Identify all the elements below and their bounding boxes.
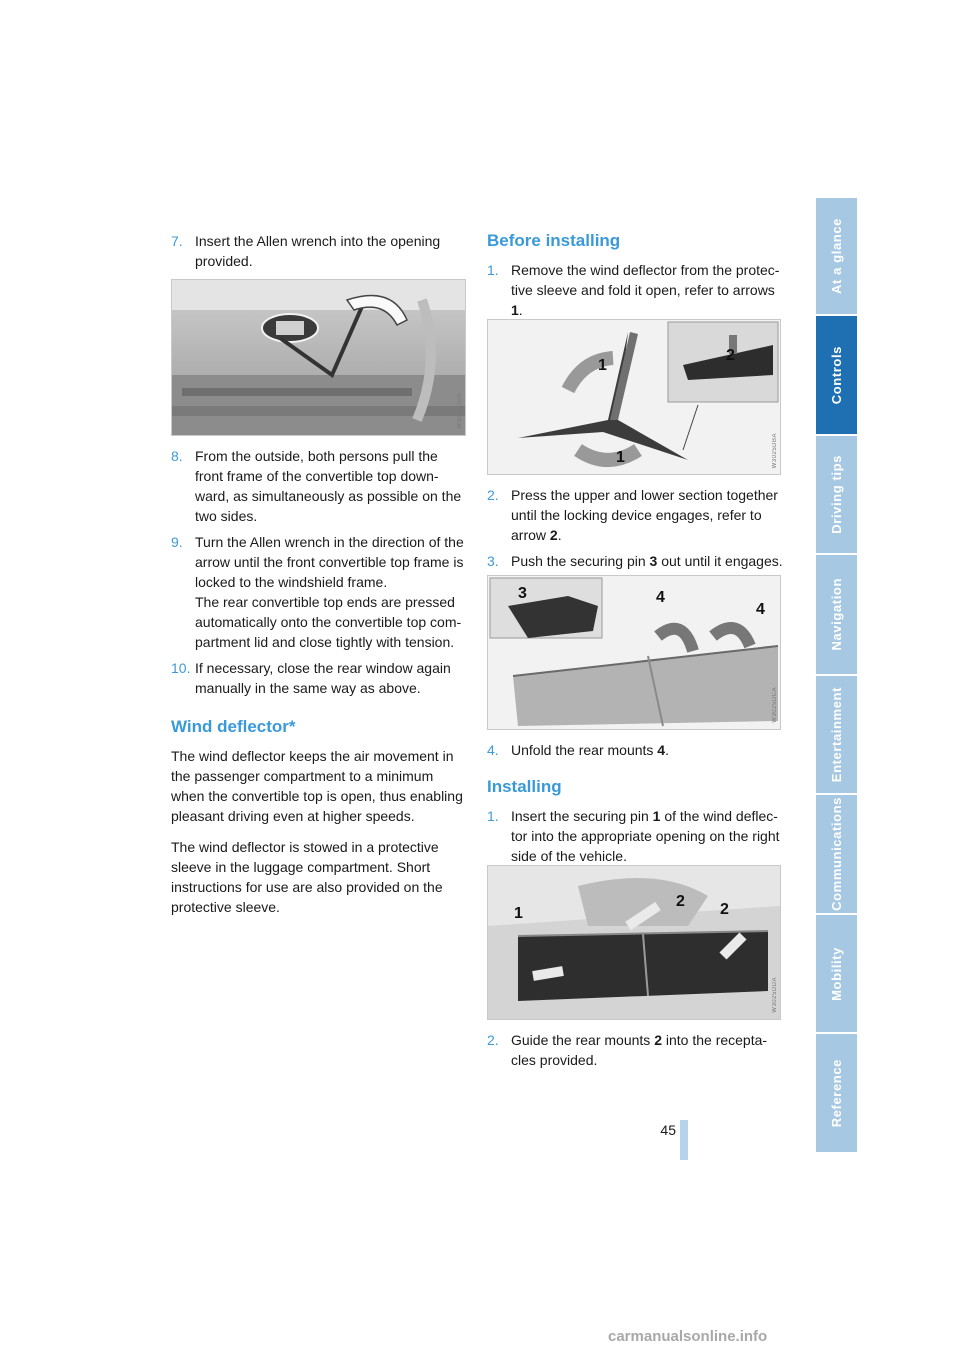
- step-8: [171, 446, 467, 526]
- figure-code: W3025DUA: [457, 393, 463, 429]
- section-tabs: [816, 198, 857, 1154]
- tab-navigation[interactable]: [816, 555, 857, 674]
- install-step-2: [487, 1030, 783, 1070]
- step-text-end: of the wind deflec-tor into the appropriate opening on the right side of the vehicle.: [511, 808, 780, 864]
- step-text-end: into the recepta-cles provided.: [511, 1032, 768, 1068]
- tab-entertainment[interactable]: [816, 676, 857, 793]
- right-column-bottom: [487, 1030, 783, 1076]
- step-9: [171, 532, 467, 652]
- step-number: 4.: [487, 742, 499, 758]
- step-text: From the outside, both persons pull the front frame of the convertible top down-ward, as simultaneously as possible on the two sides.: [195, 448, 462, 524]
- figure-securing-pin: [487, 575, 781, 730]
- figure-fold-open: [487, 319, 781, 475]
- tab-label: Driving tips: [829, 455, 844, 534]
- step-ref: 2: [549, 527, 558, 543]
- installing-illustration: [488, 866, 780, 1019]
- paragraph: The wind deflector keeps the air movement in the passenger compartment to a minimum when the convertible top is open, thus enabling pleasant driving even at higher speeds.: [171, 748, 463, 824]
- tab-reference[interactable]: [816, 1034, 857, 1152]
- step-text-end: out until it engages.: [657, 553, 783, 569]
- step-10: [171, 658, 467, 698]
- step-number: 3.: [487, 553, 499, 569]
- step-number: 1.: [487, 262, 499, 278]
- step-text: Insert the Allen wrench into the opening provided.: [195, 233, 441, 269]
- step-number: 2.: [487, 487, 499, 503]
- figure-code: W3025DBA: [772, 432, 778, 468]
- tab-label: Controls: [829, 345, 844, 405]
- step-text: Insert the securing pin: [511, 808, 653, 824]
- step-number: 1.: [487, 808, 499, 824]
- tab-label: Navigation: [829, 578, 844, 651]
- step-text: If necessary, close the rear window again manually in the same way as above.: [195, 660, 451, 696]
- page-number: 45: [660, 1122, 676, 1138]
- page-number-bar: [680, 1120, 688, 1160]
- tab-label: Reference: [829, 1058, 844, 1128]
- step-ref: 1: [652, 808, 661, 824]
- section-heading-wind-deflector: Wind deflector*: [171, 717, 296, 736]
- securing-pin-illustration: [488, 576, 780, 729]
- figure-label: 2: [726, 347, 735, 364]
- paragraph: The wind deflector is stowed in a protective sleeve in the luggage compartment. Short instructions for use are also provided on the protective sleeve.: [171, 839, 443, 915]
- right-column-lower: [487, 740, 783, 872]
- tab-communications[interactable]: [816, 795, 857, 913]
- figure-label: 2: [676, 893, 685, 910]
- figure-label: 4: [656, 589, 665, 606]
- allen-wrench-illustration: [172, 280, 465, 435]
- fold-open-illustration: [488, 320, 780, 474]
- tab-mobility[interactable]: [816, 915, 857, 1032]
- figure-label: 2: [720, 901, 729, 918]
- install-step-1: [487, 806, 783, 866]
- right-column: [487, 230, 783, 326]
- step-text: Press the upper and lower section together until the locking device engages, refer to arrow: [511, 487, 778, 543]
- tab-label: At a glance: [829, 218, 844, 294]
- section-heading-before-installing: Before installing: [487, 231, 621, 250]
- step-text: Remove the wind deflector from the protec-tive sleeve and fold it open, refer to arrows: [511, 262, 780, 298]
- step-ref: 4: [657, 742, 666, 758]
- step-text-end: .: [665, 742, 669, 758]
- step-number: 8.: [171, 448, 183, 464]
- tab-controls[interactable]: [816, 316, 857, 434]
- right-column-mid: [487, 485, 783, 577]
- tab-at-a-glance[interactable]: [816, 198, 857, 314]
- step-text-continued: The rear convertible top ends are pressed automatically onto the convertible top com-partment lid and close tightly with tension.: [195, 594, 462, 650]
- step-text: Turn the Allen wrench in the direction of the arrow until the front convertible top frame is locked to the windshield frame.: [195, 534, 464, 590]
- tab-label: Communications: [829, 797, 844, 911]
- step-ref: 2: [654, 1032, 662, 1048]
- before-step-1: [487, 260, 783, 320]
- figure-installing: [487, 865, 781, 1020]
- step-7: [171, 231, 467, 271]
- figure-label: 3: [518, 585, 527, 602]
- section-heading-installing: Installing: [487, 777, 562, 796]
- step-number: 2.: [487, 1032, 499, 1048]
- before-step-4: [487, 740, 783, 760]
- tab-driving-tips[interactable]: [816, 436, 857, 553]
- figure-code: W3025DDA: [772, 977, 778, 1013]
- step-text: Push the securing pin: [511, 553, 650, 569]
- tab-label: Entertainment: [829, 686, 844, 783]
- figure-allen-wrench: [171, 279, 466, 436]
- step-ref: 1: [511, 302, 519, 318]
- step-number: 7.: [171, 233, 183, 249]
- step-text-end: .: [518, 302, 523, 318]
- before-step-3: [487, 551, 783, 571]
- step-text-end: .: [557, 527, 562, 543]
- figure-label: 4: [756, 601, 765, 618]
- figure-label: 1: [598, 357, 607, 374]
- watermark: carmanualsonline.info: [608, 1328, 768, 1345]
- step-number: 9.: [171, 534, 183, 550]
- step-text: Unfold the rear mounts: [511, 742, 658, 758]
- figure-label: 1: [616, 449, 625, 466]
- step-text: Guide the rear mounts: [511, 1032, 655, 1048]
- before-step-2: [487, 485, 783, 545]
- left-column: [171, 231, 467, 277]
- figure-code: W3025DCA: [772, 687, 778, 723]
- step-ref: 3: [649, 553, 658, 569]
- tab-label: Mobility: [829, 946, 844, 1001]
- figure-label: 1: [514, 905, 523, 922]
- step-number: 10.: [171, 660, 191, 676]
- left-column-lower: [171, 446, 467, 928]
